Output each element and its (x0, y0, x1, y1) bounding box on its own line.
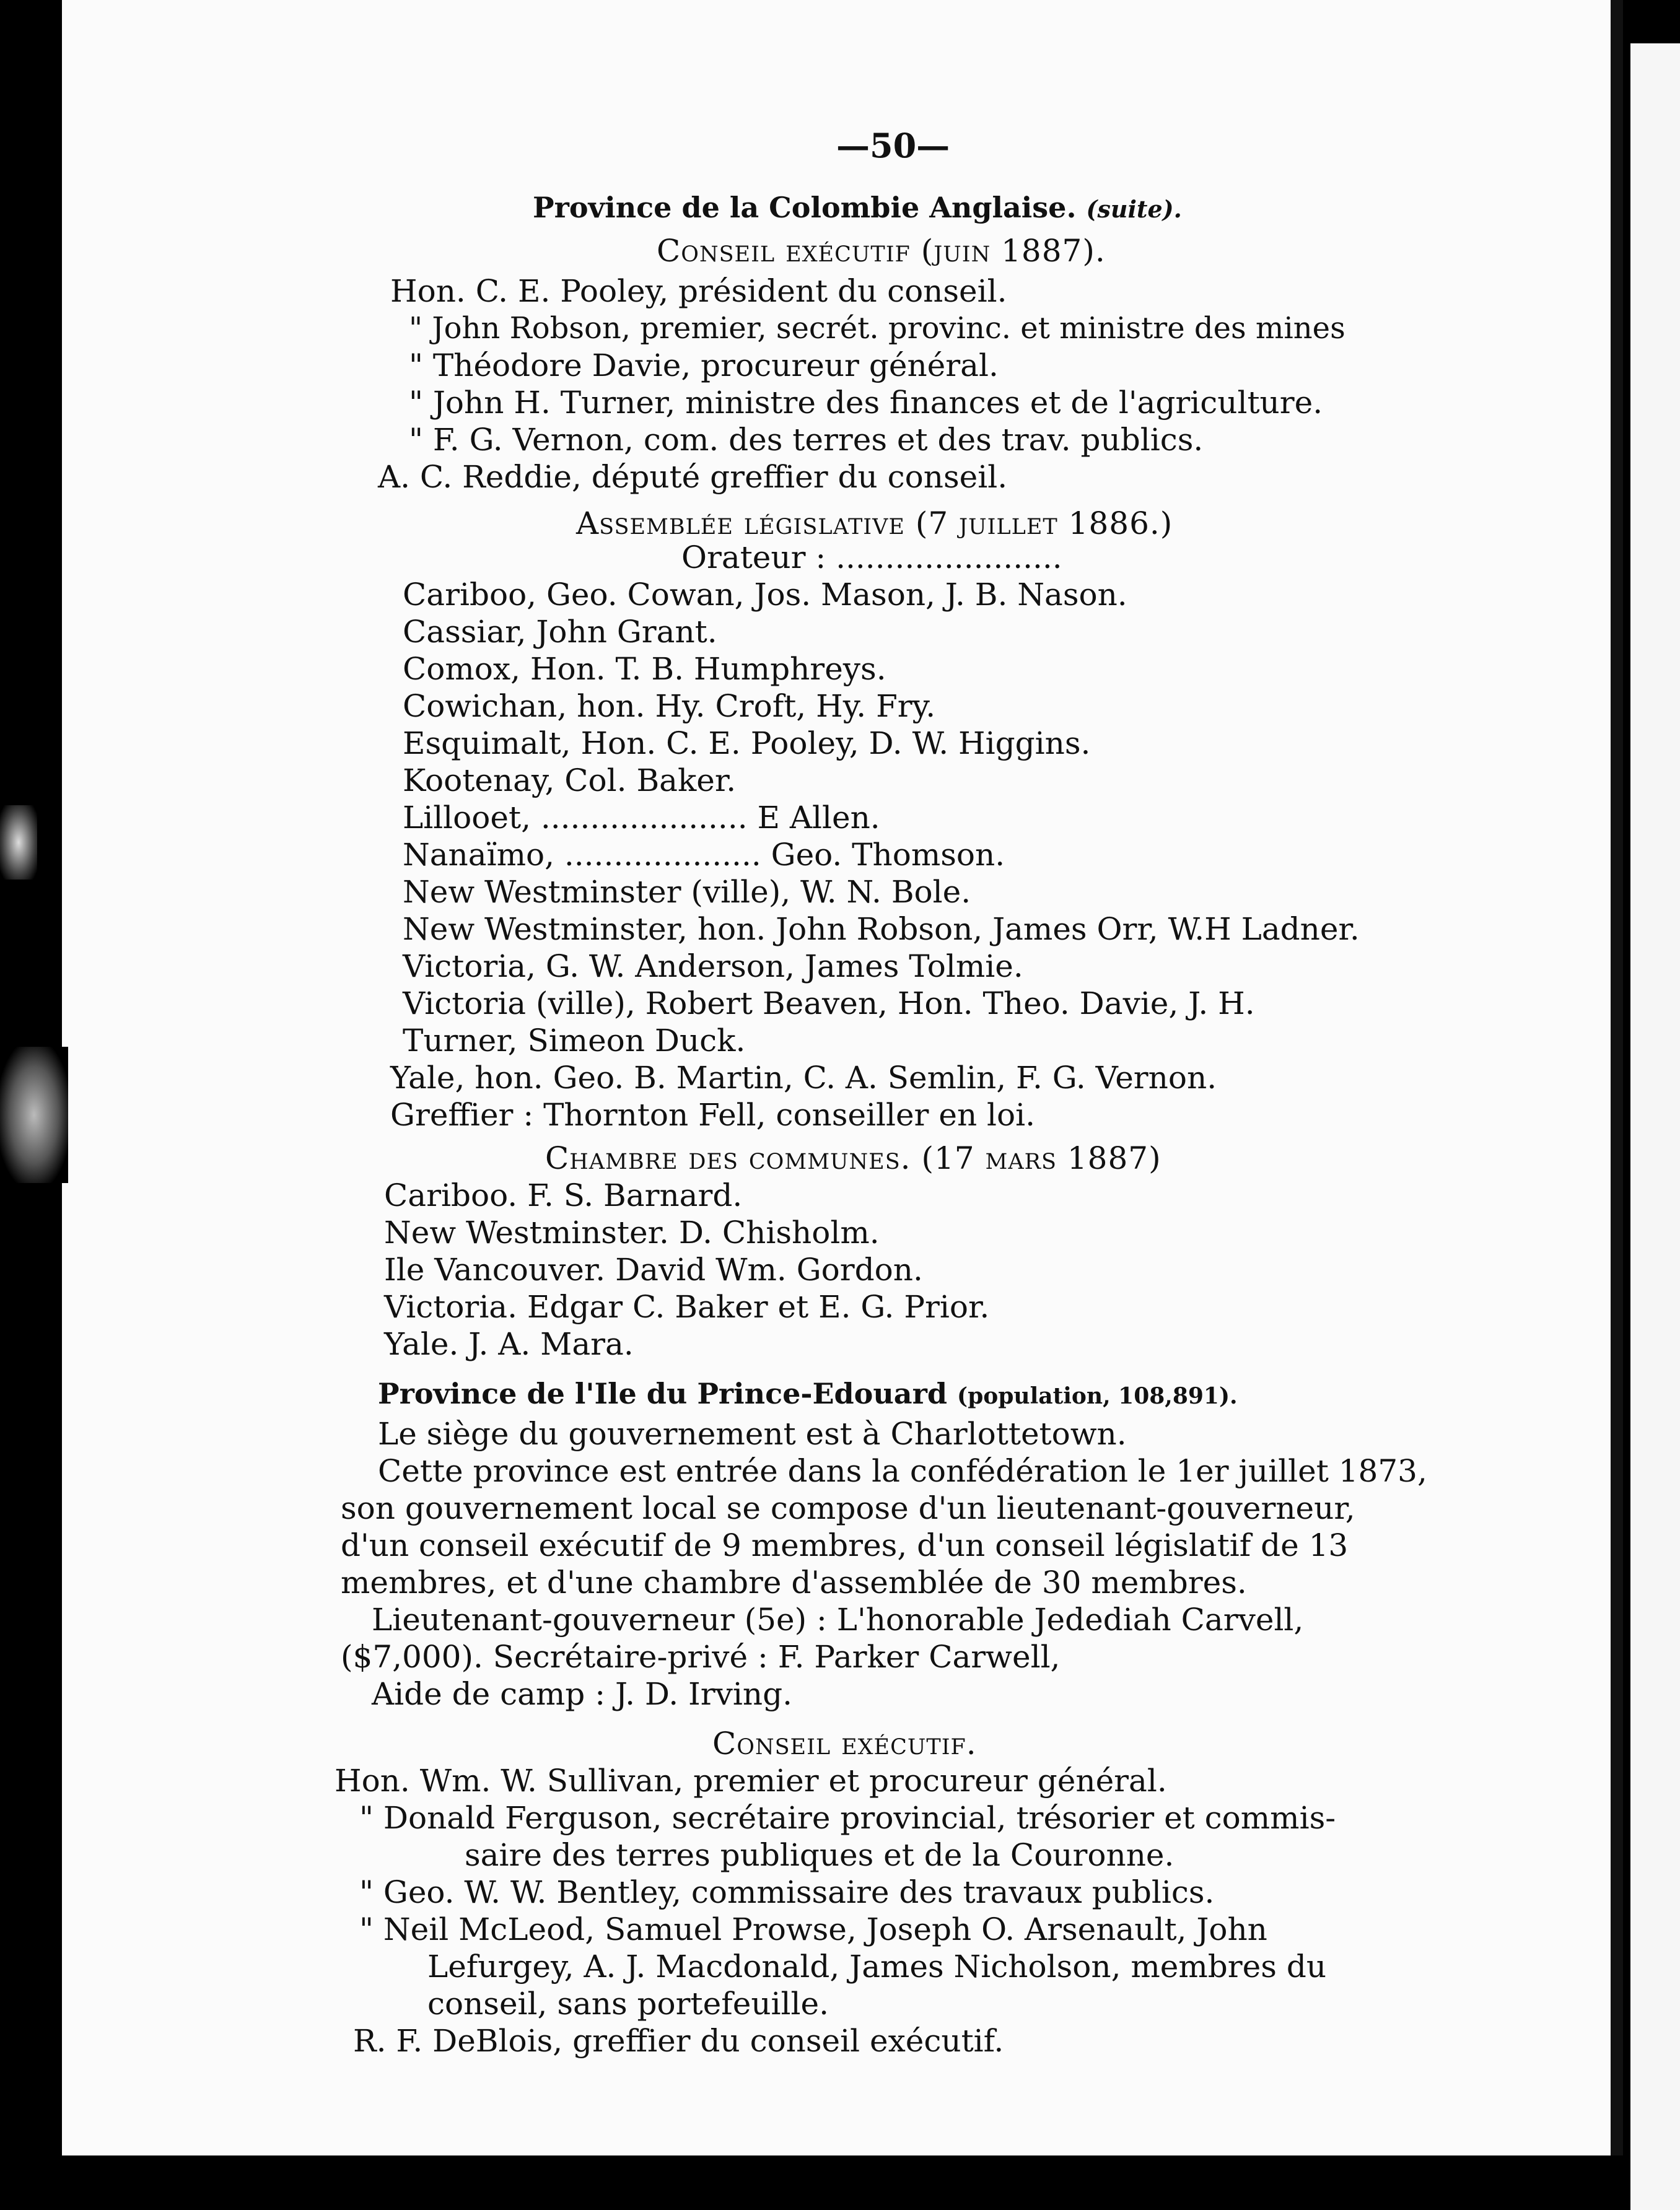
pei-exec-line: Lefurgey, A. J. Macdonald, James Nicholson, membres du (427, 1949, 1327, 1985)
assembly-line: Comox, Hon. T. B. Humphreys. (403, 651, 886, 687)
pei-title-text: Province de l'Ile du Prince-Edouard (378, 1377, 948, 1410)
bc-section-title (533, 189, 1182, 228)
assembly-title: Assemblée législative (7 juillet 1886.) (576, 505, 1173, 541)
assembly-line: Cowichan, hon. Hy. Croft, Hy. Fry. (403, 688, 936, 724)
pei-exec-line: Hon. Wm. W. Sullivan, premier et procureur général. (335, 1763, 1167, 1799)
exec-line: " John Robson, premier, secrét. provinc. et ministre des mines (409, 311, 1345, 346)
pei-exec-line: " Geo. W. W. Bentley, commissaire des travaux publics. (359, 1874, 1215, 1910)
assembly-line: Nanaïmo, .................... Geo. Thomson. (403, 837, 1005, 873)
pei-line: Cette province est entrée dans la confédération le 1er juillet 1873, (378, 1453, 1427, 1489)
exec-line: A. C. Reddie, député greffier du conseil. (378, 459, 1008, 495)
pei-exec-title: Conseil exécutif. (712, 1726, 977, 1762)
commons-line: Ile Vancouver. David Wm. Gordon. (384, 1252, 923, 1288)
scan-smudge (0, 1047, 68, 1183)
exec-line: " Théodore Davie, procureur général. (409, 347, 999, 383)
pei-section-title (378, 1375, 1238, 1415)
assembly-line: Turner, Simeon Duck. (403, 1023, 746, 1059)
assembly-line: Greffier : Thornton Fell, conseiller en loi. (390, 1097, 1036, 1133)
commons-line: Yale. J. A. Mara. (384, 1326, 634, 1362)
pei-exec-line: " Neil McLeod, Samuel Prowse, Joseph O. Arsenault, John (359, 1911, 1267, 1947)
scan-smudge (0, 805, 37, 880)
bc-title-suffix: (suite). (1086, 195, 1182, 223)
pei-exec-line: saire des terres publiques et de la Couronne. (465, 1837, 1175, 1873)
pei-population: (population, 108,891). (957, 1383, 1238, 1409)
pei-exec-line: " Donald Ferguson, secrétaire provincial, trésorier et commis- (359, 1800, 1336, 1836)
assembly-line: New Westminster, hon. John Robson, James Orr, W.H Ladner. (403, 911, 1360, 947)
assembly-line: New Westminster (ville), W. N. Bole. (403, 874, 971, 910)
pei-line: Lieutenant-gouverneur (5e) : L'honorable Jedediah Carvell, (372, 1602, 1304, 1638)
pei-line: Le siège du gouvernement est à Charlottetown. (378, 1416, 1127, 1452)
commons-line: Victoria. Edgar C. Baker et E. G. Prior. (384, 1289, 990, 1325)
exec-council-title: Conseil exécutif (juin 1887). (657, 233, 1106, 269)
assembly-line: Victoria (ville), Robert Beaven, Hon. Theo. Davie, J. H. (403, 985, 1255, 1021)
pei-line: ($7,000). Secrétaire-privé : F. Parker Carwell, (341, 1639, 1061, 1675)
pei-line: d'un conseil exécutif de 9 membres, d'un conseil législatif de 13 (341, 1527, 1349, 1563)
assembly-line: Victoria, G. W. Anderson, James Tolmie. (403, 948, 1023, 984)
pei-line: Aide de camp : J. D. Irving. (372, 1676, 792, 1712)
exec-line: " John H. Turner, ministre des finances et de l'agriculture. (409, 385, 1323, 421)
pei-exec-line: R. F. DeBlois, greffier du conseil exécutif. (353, 2023, 1004, 2059)
assembly-line: Cassiar, John Grant. (403, 614, 717, 650)
adjacent-page-edge (1630, 43, 1680, 2210)
pei-line: son gouvernement local se compose d'un lieutenant-gouverneur, (341, 1490, 1355, 1526)
commons-line: New Westminster. D. Chisholm. (384, 1215, 880, 1251)
assembly-line: Cariboo, Geo. Cowan, Jos. Mason, J. B. Nason. (403, 577, 1127, 613)
bc-title-text: Province de la Colombie Anglaise. (533, 191, 1077, 224)
exec-line: Hon. C. E. Pooley, président du conseil. (390, 273, 1007, 309)
commons-line: Cariboo. F. S. Barnard. (384, 1177, 743, 1213)
exec-line: " F. G. Vernon, com. des terres et des trav. publics. (409, 422, 1204, 458)
scanned-page (62, 0, 1623, 2155)
pei-exec-line: conseil, sans portefeuille. (427, 1986, 829, 2022)
commons-title: Chambre des communes. (17 mars 1887) (545, 1140, 1162, 1176)
page-number: —50— (836, 126, 950, 165)
assembly-line: Kootenay, Col. Baker. (403, 762, 737, 798)
assembly-line: Esquimalt, Hon. C. E. Pooley, D. W. Higgins. (403, 725, 1091, 761)
pei-line: membres, et d'une chambre d'assemblée de 30 membres. (341, 1565, 1247, 1601)
orateur-line: Orateur : ....................... (681, 539, 1062, 575)
assembly-line: Lillooet, ..................... E Allen. (403, 800, 880, 836)
assembly-line: Yale, hon. Geo. B. Martin, C. A. Semlin, F. G. Vernon. (390, 1060, 1217, 1096)
